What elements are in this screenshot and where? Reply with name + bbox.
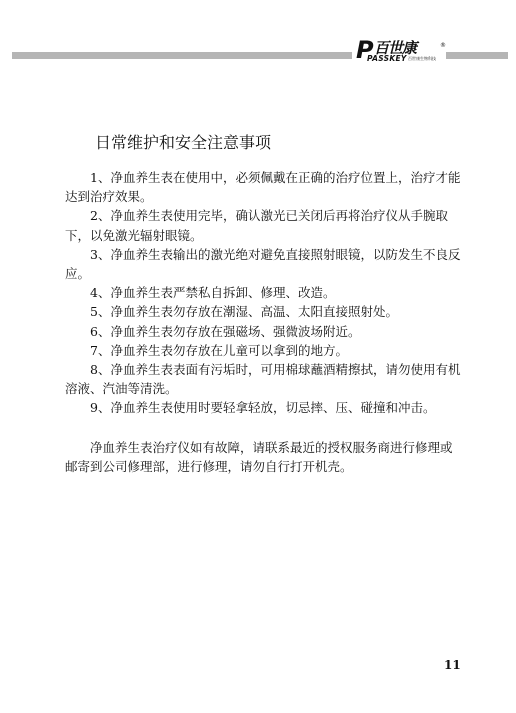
list-item: 5、净血养生表勿存放在潮湿、高温、太阳直接照射处。 xyxy=(90,304,398,320)
page-number: 11 xyxy=(444,658,461,672)
logo-mark: P xyxy=(356,36,374,64)
list-item: 7、净血养生表勿存放在儿童可以拿到的地方。 xyxy=(90,342,348,358)
list-item: 9、净血养生表使用时要轻拿轻放，切忌摔、压、碰撞和冲击。 xyxy=(90,400,436,416)
logo-english-name: PASSKEY xyxy=(367,54,407,63)
logo-subtitle: 百世康生物科技 xyxy=(408,56,436,61)
list-item: 4、净血养生表严禁私自拆卸、修理、改造。 xyxy=(90,285,336,301)
list-item: 6、净血养生表勿存放在强磁场、强微波场附近。 xyxy=(90,323,361,339)
header-rule-left xyxy=(12,52,352,59)
list-item: 1、净血养生表在使用中，必须佩戴在正确的治疗位置上，治疗才能达到治疗效果。 xyxy=(65,170,461,205)
list-item: 3、净血养生表输出的激光绝对避免直接照射眼镜，以防发生不良反应。 xyxy=(65,246,461,282)
list-item: 8、净血养生表表面有污垢时，可用棉球蘸酒精擦拭，请勿使用有机溶液、汽油等清洗。 xyxy=(65,362,461,397)
brand-logo xyxy=(356,38,446,64)
list-item: 2、净血养生表使用完毕，确认激光已关闭后再将治疗仪从手腕取下，以免激光辐射眼镜。 xyxy=(65,208,448,243)
header-rule-right xyxy=(446,52,508,59)
precautions-list xyxy=(65,168,461,476)
service-notice: 净血养生表治疗仪如有故障，请联系最近的授权服务商进行修理或邮寄到公司修理部，进行修理，请勿自行打开机壳。 xyxy=(65,439,453,474)
page-title: 日常维护和安全注意事项 xyxy=(95,133,272,152)
logo-chinese-name: 百世康 xyxy=(374,39,417,57)
registered-mark: ® xyxy=(440,42,446,49)
